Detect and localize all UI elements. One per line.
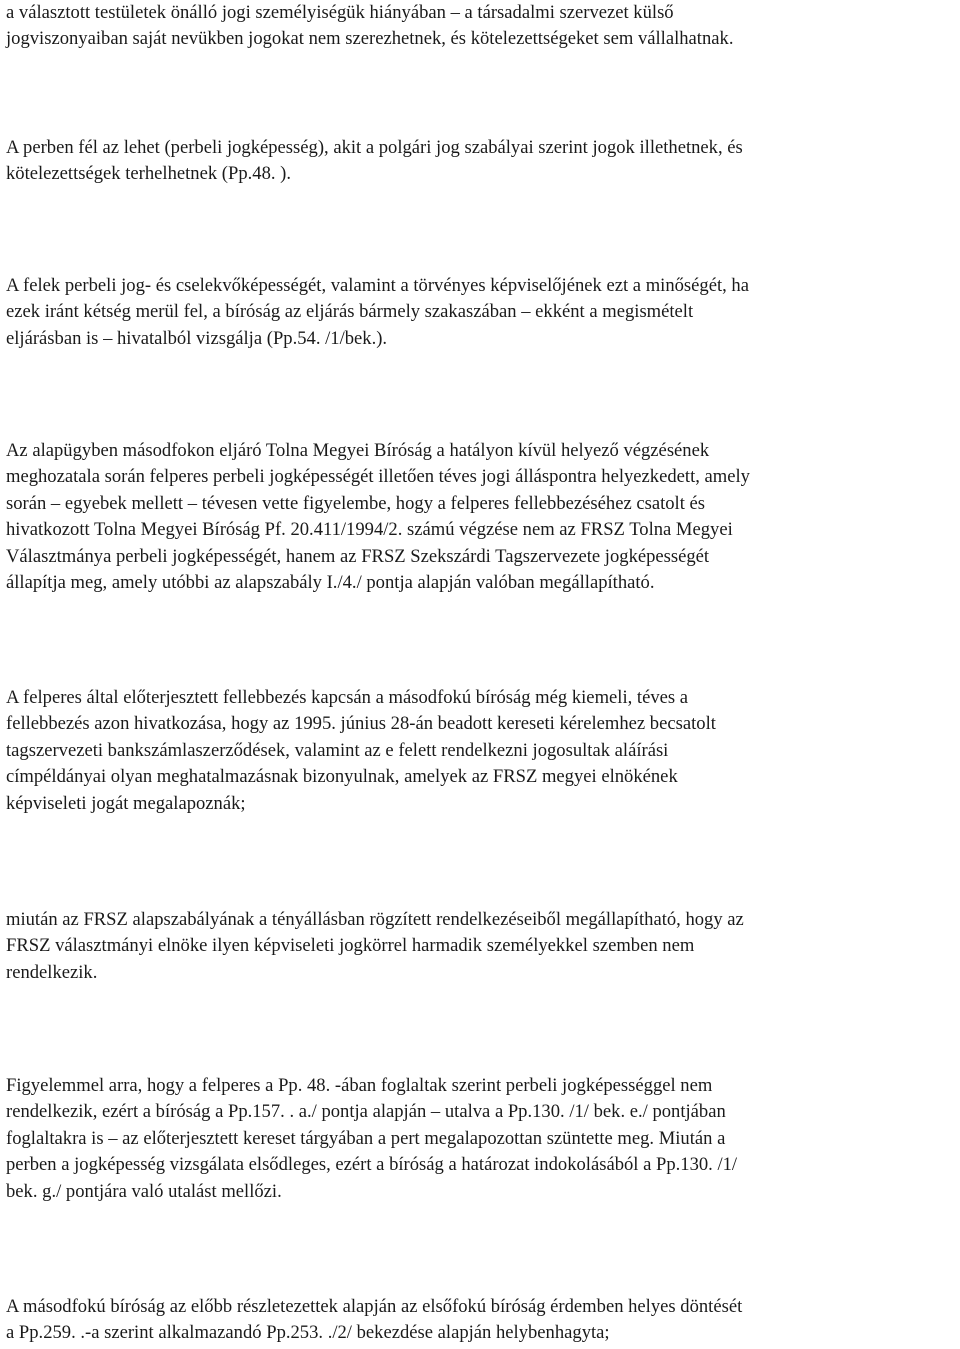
paragraph: A perben fél az lehet (perbeli jogképesség), akit a polgári jog szabályai szerint jogok illethetnek, és kötelezettségek terhelhetnek (Pp.48. ).: [6, 137, 743, 185]
paragraph: Az alapügyben másodfokon eljáró Tolna Megyei Bíróság a hatályon kívül helyező végzésének meghozatala során felperes perbeli jogképességét illetően téves jogi álláspontra helyezkedett, amely során – egyebek mellett – tévesen vette figyelembe, hogy a felperes fellebbezéséhez csatolt és hivatkozott Tolna Megyei Bíróság Pf. 20.411/1994/2. számú végzése nem az FRSZ Tolna Megyei Választmánya perbeli jogképességét, hanem az FRSZ Szekszárdi Tagszervezete jogképességét állapítja meg, amely utóbbi az alapszabály I./4./ pontja alapján valóban megállapítható.: [6, 440, 750, 594]
paragraph: a választott testületek önálló jogi személyiségük hiányában – a társadalmi szervezet külső jogviszonyaiban saját nevükben jogokat nem szerezhetnek, és kötelezettségeket sem vállalhatnak.: [6, 2, 734, 50]
paragraph: miután az FRSZ alapszabályának a tényállásban rögzített rendelkezéseiből megállapítható, hogy az FRSZ választmányi elnöke ilyen képviseleti jogkörrel harmadik személyekkel szemben nem rendelkezik.: [6, 909, 744, 983]
paragraph: Figyelemmel arra, hogy a felperes a Pp. 48. -ában foglaltak szerint perbeli jogképességgel nem rendelkezik, ezért a bíróság a Pp.157. . a./ pontja alapján – utalva a Pp.130. /1/ bek. e./ pontjában foglaltakra is – az előterjesztett kereset tárgyában a pert megalapozottan szüntette meg. Miután a perben a jogképesség vizsgálata elsődleges, ezért a bíróság a határozat indokolásából a Pp.130. /1/ bek. g./ pontjára való utalást mellőzi.: [6, 1075, 738, 1202]
paragraph: A másodfokú bíróság az előbb részletezettek alapján az elsőfokú bíróság érdemben helyes döntését a Pp.259. .-a szerint alkalmazandó Pp.253. ./2/ bekezdése alapján helybenhagyta;: [6, 1296, 743, 1344]
paragraph: A felperes által előterjesztett fellebbezés kapcsán a másodfokú bíróság még kiemeli, téves a fellebbezés azon hivatkozása, hogy az 1995. június 28-án beadott kereseti kérelemhez becsatolt tagszervezeti bankszámlaszerződések, valamint az e felett rendelkezni jogosultak aláírási címpéldányai olyan meghatalmazásnak bizonyulnak, amelyek az FRSZ megyei elnökének képviseleti jogát megalapoznák;: [6, 687, 716, 814]
paragraph: A felek perbeli jog- és cselekvőképességét, valamint a törvényes képviselőjének ezt a minőségét, ha ezek iránt kétség merül fel, a bíróság az eljárás bármely szakaszában – ekként a megismételt eljárásban is – hivatalból vizsgálja (Pp.54. /1/bek.).: [6, 275, 749, 349]
